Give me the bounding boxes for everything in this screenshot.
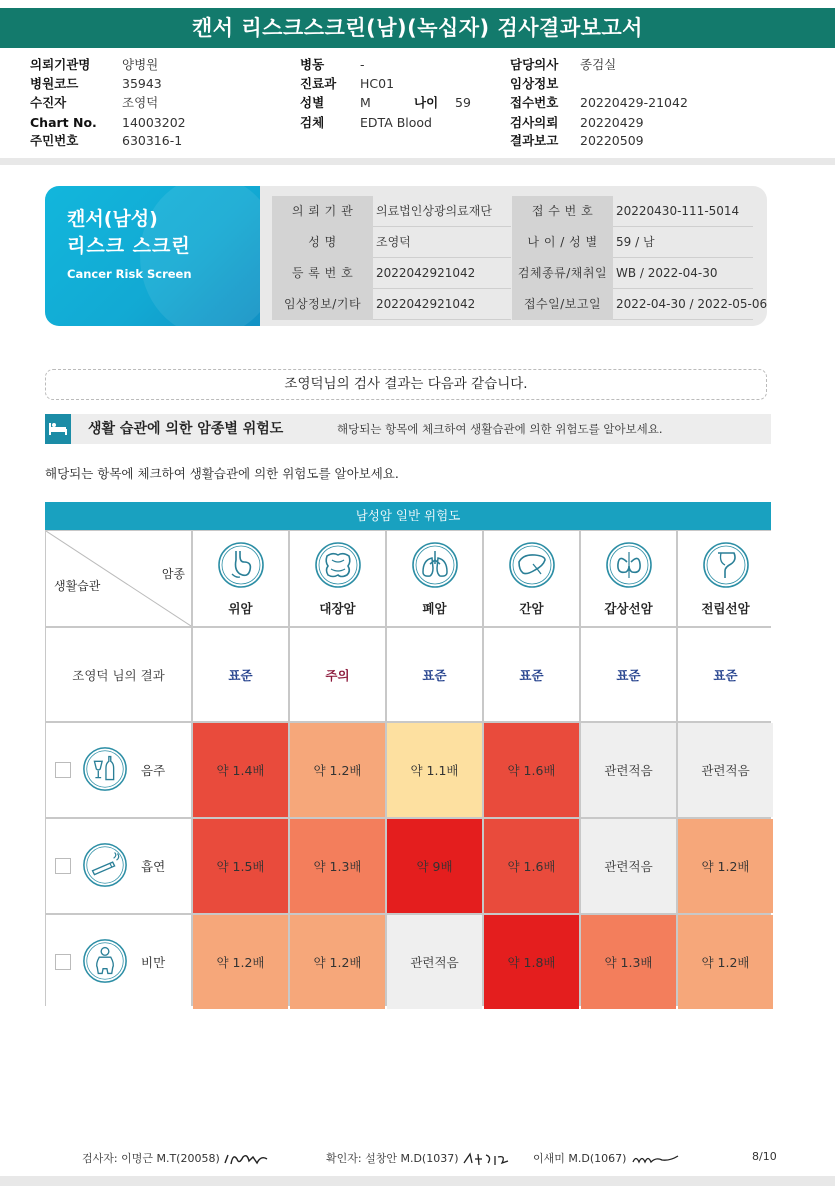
risk-cell: 약 1.6배 xyxy=(484,723,579,817)
prostate-icon xyxy=(701,540,751,593)
lung-icon xyxy=(410,540,460,593)
card-value: 59 / 남 xyxy=(613,227,753,258)
info-card xyxy=(45,186,767,326)
signature-doctor2-icon xyxy=(630,1151,682,1167)
section-icon-box xyxy=(45,414,71,444)
result-cell: 표준 xyxy=(387,628,482,721)
habit-checkbox[interactable] xyxy=(55,858,71,874)
alcohol-icon xyxy=(81,745,129,796)
obesity-icon xyxy=(81,937,129,988)
header-field-value: 14003202 xyxy=(122,115,186,130)
result-banner: 조영덕님의 검사 결과는 다음과 같습니다. xyxy=(45,369,767,400)
result-cell: 표준 xyxy=(484,628,579,721)
footer-band xyxy=(0,1176,835,1186)
footer-tester-text: 검사자: 이명근 M.T(20058) xyxy=(82,1152,220,1165)
intro-text: 해당되는 항목에 체크하여 생활습관에 의한 위험도를 알아보세요. xyxy=(45,466,399,481)
section-heading xyxy=(45,414,771,444)
header-field-label: 임상정보 xyxy=(510,76,559,91)
signature-confirmer-icon xyxy=(462,1151,512,1167)
section-description: 해당되는 항목에 체크하여 생활습관에 의한 위험도를 알아보세요. xyxy=(337,422,663,436)
header-field-value: - xyxy=(360,57,365,72)
header-field-value: 20220429-21042 xyxy=(580,95,688,110)
risk-cell: 관련적음 xyxy=(387,915,482,1009)
header-field-value: M xyxy=(360,95,371,110)
header-field-value: 양병원 xyxy=(122,57,159,72)
risk-cell: 약 1.3배 xyxy=(290,819,385,913)
header-field-label: 의뢰기관명 xyxy=(30,57,91,72)
card-label: 등 록 번 호 xyxy=(272,258,373,289)
card-value: 조영덕 xyxy=(373,227,511,258)
footer-tester xyxy=(82,1150,271,1167)
header-age-label: 나이 xyxy=(414,95,439,110)
card-value: WB / 2022-04-30 xyxy=(613,258,753,289)
cancer-name: 간암 xyxy=(519,601,544,616)
habit-row-alcohol xyxy=(46,723,191,817)
risk-cell: 약 1.8배 xyxy=(484,915,579,1009)
risk-cell: 약 9배 xyxy=(387,819,482,913)
risk-cell: 약 1.5배 xyxy=(193,819,288,913)
header-field-value: EDTA Blood xyxy=(360,115,432,130)
card-label: 접수일/보고일 xyxy=(512,289,613,320)
header-field-value: 20220509 xyxy=(580,133,644,148)
risk-table-title: 남성암 일반 위험도 xyxy=(45,502,771,530)
header-field-label: 병동 xyxy=(300,57,325,72)
risk-cell: 약 1.1배 xyxy=(387,723,482,817)
card-value: 2022042921042 xyxy=(373,289,511,320)
header-divider-band xyxy=(0,158,835,165)
header-age-value: 59 xyxy=(455,95,471,110)
footer-confirmer xyxy=(326,1150,512,1167)
habit-checkbox[interactable] xyxy=(55,954,71,970)
risk-cell: 약 1.4배 xyxy=(193,723,288,817)
result-row-label: 조영덕 님의 결과 xyxy=(46,628,191,721)
result-cell: 표준 xyxy=(581,628,676,721)
habit-row-smoking xyxy=(46,819,191,913)
cancer-header-liver xyxy=(484,531,579,626)
result-cell: 주의 xyxy=(290,628,385,721)
card-label: 성 명 xyxy=(272,227,373,258)
header-field-label: 접수번호 xyxy=(510,95,559,110)
header-field-label: 담당의사 xyxy=(510,57,559,72)
signature-tester-icon xyxy=(223,1151,271,1167)
cancer-name: 폐암 xyxy=(422,601,447,616)
header-field-value: 35943 xyxy=(122,76,162,91)
thyroid-icon xyxy=(604,540,654,593)
risk-cell: 약 1.3배 xyxy=(581,915,676,1009)
header-field-label: Chart No. xyxy=(30,115,97,130)
card-subtitle: Cancer Risk Screen xyxy=(67,267,192,281)
risk-cell: 관련적음 xyxy=(678,723,773,817)
risk-cell: 관련적음 xyxy=(581,723,676,817)
footer-confirmer-text: 확인자: 설창안 M.D(1037) xyxy=(326,1152,459,1165)
card-title-line2: 리스크 스크린 xyxy=(67,235,191,257)
header-field-label: 병원코드 xyxy=(30,76,79,91)
header-field-value: 630316-1 xyxy=(122,133,183,148)
cancer-name: 위암 xyxy=(228,601,253,616)
card-brand-panel xyxy=(45,186,260,326)
page-number: 8/10 xyxy=(752,1150,777,1163)
card-value: 의료법인상광의료재단 xyxy=(373,196,511,227)
header-field-value: 종검실 xyxy=(580,57,617,72)
section-title: 생활 습관에 의한 암종별 위험도 xyxy=(88,421,284,437)
footer-doctor2-text: 이새미 M.D(1067) xyxy=(533,1152,627,1165)
header-field-value: 20220429 xyxy=(580,115,644,130)
header-field-label: 주민번호 xyxy=(30,133,79,148)
cancer-name: 갑상선암 xyxy=(604,601,653,616)
footer-doctor2 xyxy=(533,1150,682,1167)
card-value: 2022042921042 xyxy=(373,258,511,289)
cancer-name: 대장암 xyxy=(319,601,356,616)
stomach-icon xyxy=(216,540,266,593)
header-field-label: 진료과 xyxy=(300,76,337,91)
corner-label-cancer: 암종 xyxy=(161,567,185,581)
card-value: 20220430-111-5014 xyxy=(613,196,753,227)
habit-name: 비만 xyxy=(141,955,166,970)
colon-icon xyxy=(313,540,363,593)
header-field-value: 조영덕 xyxy=(122,95,159,110)
card-label: 의 뢰 기 관 xyxy=(272,196,373,227)
header-field-label: 검체 xyxy=(300,115,325,130)
card-label: 접 수 번 호 xyxy=(512,196,613,227)
card-label: 검체종류/채취일 xyxy=(512,258,613,289)
header-field-label: 검사의뢰 xyxy=(510,115,559,130)
card-label: 나 이 / 성 별 xyxy=(512,227,613,258)
header-field-value: HC01 xyxy=(360,76,395,91)
cancer-header-lung xyxy=(387,531,482,626)
habit-checkbox[interactable] xyxy=(55,762,71,778)
card-value: 2022-04-30 / 2022-05-06 xyxy=(613,289,753,320)
cancer-header-stomach xyxy=(193,531,288,626)
cancer-header-colon xyxy=(290,531,385,626)
card-label: 임상정보/기타 xyxy=(272,289,373,320)
risk-cell: 관련적음 xyxy=(581,819,676,913)
habit-row-obesity xyxy=(46,915,191,1009)
risk-cell: 약 1.2배 xyxy=(193,915,288,1009)
result-cell: 표준 xyxy=(193,628,288,721)
risk-cell: 약 1.2배 xyxy=(678,915,773,1009)
cancer-header-prostate xyxy=(678,531,773,626)
habit-name: 흡연 xyxy=(141,859,166,874)
result-cell: 표준 xyxy=(678,628,773,721)
smoking-icon xyxy=(81,841,129,892)
risk-table xyxy=(45,530,771,1006)
report-title: 캔서 리스크스크린(남)(녹십자) 검사결과보고서 xyxy=(0,8,835,48)
liver-icon xyxy=(507,540,557,593)
table-corner-cell xyxy=(46,531,191,626)
card-title-line1: 캔서(남성) xyxy=(67,208,158,230)
habit-name: 음주 xyxy=(141,763,166,778)
bed-icon xyxy=(45,414,71,444)
cancer-name: 전립선암 xyxy=(701,601,750,616)
header-field-label: 결과보고 xyxy=(510,133,559,148)
risk-cell: 약 1.2배 xyxy=(678,819,773,913)
risk-cell: 약 1.2배 xyxy=(290,915,385,1009)
cancer-header-thyroid xyxy=(581,531,676,626)
header-field-label: 성별 xyxy=(300,95,325,110)
header-field-label: 수진자 xyxy=(30,95,67,110)
risk-cell: 약 1.6배 xyxy=(484,819,579,913)
corner-label-habit: 생활습관 xyxy=(54,579,101,593)
risk-cell: 약 1.2배 xyxy=(290,723,385,817)
